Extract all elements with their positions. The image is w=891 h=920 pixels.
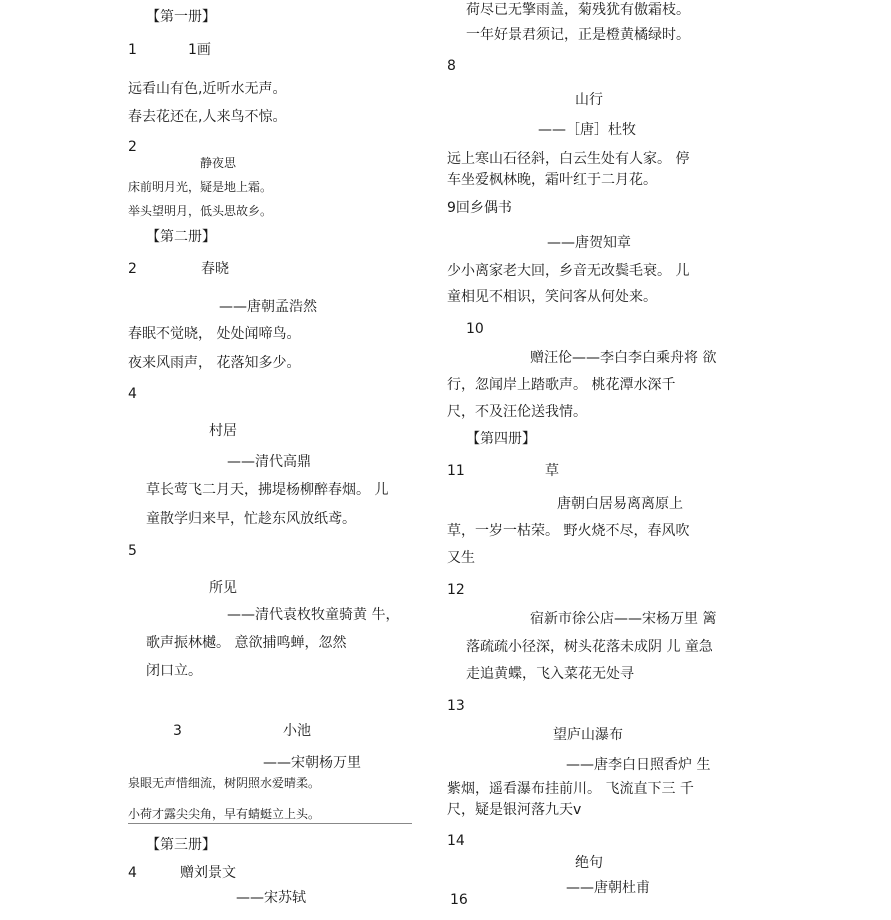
poem-title: 山行 (575, 92, 603, 108)
poem-line: 唐朝白居易离离原上 (557, 496, 683, 512)
poem-number: 2 (128, 139, 137, 155)
poem-number: 1 (128, 42, 137, 58)
poem-author: ——唐朝孟浩然 (219, 299, 317, 315)
poem-line: 歌声振林樾。 意欲捕鸣蝉，忽然 (146, 635, 347, 651)
poem-title: 赠刘景文 (180, 865, 236, 881)
poem-line: 闭口立。 (146, 663, 202, 679)
poem-author: ——唐贺知章 (547, 235, 631, 251)
poem-line: 行，忽闻岸上踏歌声。 桃花潭水深千 (447, 377, 676, 393)
poem-number: 16 (450, 892, 468, 908)
poem-line: 草，一岁一枯荣。 野火烧不尽，春风吹 (447, 523, 690, 539)
poem-number: 5 (128, 543, 137, 559)
divider-line (128, 823, 412, 824)
poem-line: 夜来风雨声， 花落知多少。 (128, 355, 301, 371)
poem-line: 尺，疑是银河落九天v (447, 802, 582, 818)
poem-author: ——唐朝杜甫 (566, 880, 650, 896)
poem-title: 小池 (283, 723, 311, 739)
poem-line: 远看山有色,近听水无声。 (128, 81, 287, 97)
poem-number: 11 (447, 463, 465, 479)
poem-line: 落疏疏小径深，树头花落未成阴 儿 童急 (466, 639, 713, 655)
poem-title: 1画 (188, 42, 211, 58)
poem-number: 10 (466, 321, 484, 337)
poem-author: ——宋朝杨万里 (263, 755, 361, 771)
poem-line: 远上寒山石径斜，白云生处有人家。 停 (447, 151, 690, 167)
poem-line: ——清代袁枚牧童骑黄 牛， (227, 607, 400, 623)
poem-line: 春去花还在,人来鸟不惊。 (128, 109, 287, 125)
poem-line: 童相见不相识，笑问客从何处来。 (447, 289, 657, 305)
poem-heading: 9回乡偶书 (447, 200, 512, 216)
volume-1-heading: 【第一册】 (146, 9, 216, 25)
poem-number: 8 (447, 58, 456, 74)
poem-number: 12 (447, 582, 465, 598)
poem-title: 春晓 (201, 261, 229, 277)
poem-line: 少小离家老大回，乡音无改鬓毛衰。 儿 (447, 263, 690, 279)
poem-line: 春眠不觉晓， 处处闻啼鸟。 (128, 326, 301, 342)
poem-line: 紫烟，遥看瀑布挂前川。 飞流直下三 千 (447, 781, 694, 797)
poem-author: ——宋苏轼 (236, 890, 306, 906)
poem-title: 村居 (209, 423, 237, 439)
poem-number: 4 (128, 865, 137, 881)
poem-line: 床前明月光，疑是地上霜。 (128, 180, 273, 194)
poem-line: 宿新市徐公店——宋杨万里 篱 (530, 611, 717, 627)
poem-line: 荷尽已无擎雨盖，菊残犹有傲霜枝。 (466, 2, 690, 18)
poem-number: 14 (447, 833, 465, 849)
poem-line: 赠汪伦——李白李白乘舟将 欲 (530, 350, 717, 366)
poem-line: 泉眼无声惜细流，树阴照水爱晴柔。 (128, 776, 321, 790)
poem-number: 3 (173, 723, 182, 739)
poem-line: 车坐爱枫林晚，霜叶红于二月花。 (447, 172, 657, 188)
volume-3-heading: 【第三册】 (146, 837, 216, 853)
poem-title: 绝句 (575, 855, 603, 871)
poem-title: 望庐山瀑布 (553, 727, 623, 743)
poem-number: 13 (447, 698, 465, 714)
poem-number: 4 (128, 386, 137, 402)
poem-line: 小荷才露尖尖角，早有蜻蜓立上头。 (128, 807, 321, 821)
poem-line: 又生 (447, 550, 475, 566)
poem-title: 静夜思 (200, 156, 237, 170)
poem-line: 草长莺飞二月天，拂堤杨柳醉春烟。 儿 (146, 482, 389, 498)
poem-number: 2 (128, 261, 137, 277)
volume-4-heading: 【第四册】 (466, 431, 536, 447)
poem-line: 童散学归来早，忙趁东风放纸鸢。 (146, 511, 356, 527)
poem-line: 举头望明月，低头思故乡。 (128, 204, 273, 218)
poem-title: 草 (545, 463, 559, 479)
poem-line: 一年好景君须记，正是橙黄橘绿时。 (466, 27, 690, 43)
poem-title: 所见 (209, 580, 237, 596)
poem-author: ——清代高鼎 (227, 454, 311, 470)
poem-author: ——［唐］杜牧 (538, 122, 636, 138)
poem-line: ——唐李白日照香炉 生 (566, 757, 711, 773)
poem-line: 走追黄蝶，飞入菜花无处寻 (466, 666, 634, 682)
poem-line: 尺，不及汪伦送我情。 (447, 404, 587, 420)
volume-2-heading: 【第二册】 (146, 229, 216, 245)
